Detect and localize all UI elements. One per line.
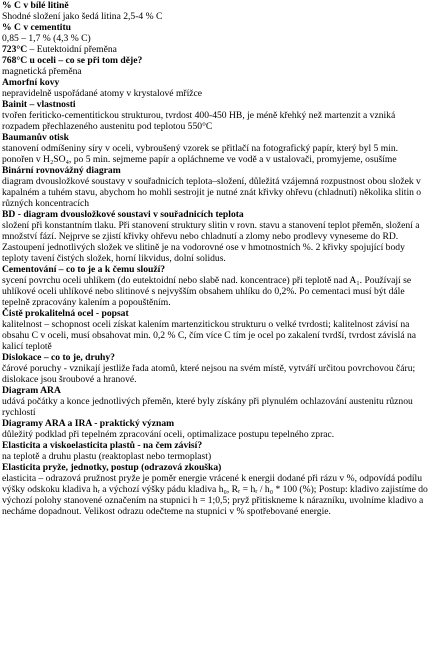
entry-heading: Baumanův otisk [2, 132, 69, 143]
glossary-entry [2, 352, 430, 385]
entry-heading: Elasticita pryže, jednotky, postup (odrazová zkouška) [2, 462, 222, 473]
entry-heading: 723°C [2, 44, 28, 55]
glossary-entry [2, 385, 430, 418]
entry-text: stanovení odmíšeniny síry v oceli, vybroušený vzorek se přitlačí na fotografický papír, který byl 5 min. ponořen v H₂SO₄, po 5 min. sejmeme papír a opláchneme ve vodě a v ustalovači, promyjeme, osušíme [2, 143, 399, 165]
entry-text: sycení povrchu oceli uhlíkem (do eutektoidní nebo slabě nad. koncentrace) při teplotě nad A₁. Používají se uhlíkové oceli uhlíkové nebo slitinové s nejvyšším obsahem uhlíku do 0,2%. Po cementaci musí být dále tepelně zpracovány kalením a popouštěním. [2, 275, 412, 308]
entry-text: magnetická přeměna [2, 66, 82, 77]
entry-heading: Cementování – co to je a k čemu slouží? [2, 264, 166, 275]
entry-heading: % C v cementitu [2, 22, 72, 33]
entry-heading: Dislokace – co to je, druhy? [2, 352, 115, 363]
entry-heading: BD - diagram dvousložkové soustavi v souřadnicích teplota [2, 209, 244, 220]
entry-heading: Binární rovnovážný diagram [2, 165, 121, 176]
entry-text: udává počátky a konce jednotlivých přeměn, které byly získány při plynulém ochlazování austenitu různou rychlostí [2, 396, 413, 418]
entry-heading: Diagram ARA [2, 385, 61, 396]
glossary-entry [2, 440, 430, 462]
glossary-entry [2, 308, 430, 352]
entry-text: důležitý podklad při tepelném zpracování oceli, optimalizace postupu tepelného zprac. [2, 429, 335, 440]
entry-text: Shodné složení jako šedá litina 2,5-4 % C [2, 11, 163, 22]
entry-text: nepravidelně uspořádané atomy v krystalové mřížce [2, 88, 203, 99]
glossary-entry [2, 209, 430, 264]
glossary-entry [2, 99, 430, 132]
glossary-entry [2, 44, 430, 55]
glossary-entry [2, 418, 430, 440]
entry-heading: Diagramy ARA a IRA - praktický význam [2, 418, 175, 429]
glossary-entry [2, 0, 430, 22]
entry-text: na teplotě a druhu plastu (reaktoplast nebo termoplast) [2, 451, 212, 462]
glossary-entry [2, 77, 430, 99]
entry-text: tvořen feriticko-cementitickou strukturou, tvrdost 400-450 HB, je méně křehký než martenzit a vzniká rozpadem přechlazeného austenitu pod teplotou 550°C [2, 110, 396, 132]
glossary-entry [2, 462, 430, 517]
glossary-entry [2, 55, 430, 77]
entry-heading: Čistě prokalitelná ocel - popsat [2, 308, 129, 319]
glossary-entry [2, 22, 430, 44]
entry-text: 0,85 – 1,7 % (4,3 % C) [2, 33, 91, 44]
entry-text: elasticita – odrazová pružnost pryže je poměr energie vrácené k energii dodané při rázu v %, odpovídá podílu výšky odskoku kladiva hᵣ a výchozí výšky pádu kladiva h₀, Rᵣ = hᵣ / h₀ * 100 (%); Postup: kladivo zajistíme do výchozí polohy stanovené označením na stupnici h = 1;0,5; pryž přitiskneme k nárazníku, uvolníme kladivo a necháme dopadnout. Velikost odrazu odečteme na stupnici v % spotřebované energie. [2, 473, 428, 517]
entry-text: diagram dvousložkové soustavy v souřadnicích teplota–složení, důležitá vzájemná rozpustnost obou složek v kapalném a tuhém stavu, abychom ho mohli sestrojit je nutné znát křivky ohřevu (chladnutí) několika slitin o různých koncentracích [2, 176, 422, 209]
entry-text: kalitelnost – schopnost oceli získat kalením martenzitickou strukturu o velké tvrdosti; kalitelnost závisí na obsahu C v oceli, musí obsahovat min. 0,2 % C, čím více C tím je ocel po zakalení tvrdší, tvrdost závislá na kalicí teplotě [2, 319, 417, 352]
entry-heading: 768°C u oceli – co se při tom děje? [2, 55, 143, 66]
entry-text: – Eutektoidní přeměna [27, 44, 117, 55]
glossary-entry [2, 264, 430, 308]
entry-heading: Amorfní kovy [2, 77, 60, 88]
glossary-entry [2, 165, 430, 209]
entry-text: čárové poruchy - vznikají jestliže řada atomů, které nejsou na svém místě, vytváří určitou povrchovou čáru; dislokace jsou šroubové a hranové. [2, 363, 416, 385]
entry-text: složení při konstantním tlaku. Při stanovení struktury slitin v rovn. stavu a stanovení teplot přeměn, složení a množství fází. Nejprve se zjistí křivky ohřevu nebo chladnutí a zlomy nebo prodlevy vyneseme do RD. Zastoupení jednotlivých složek ve slitině je na vodorovné ose v hmotnostních %. 2 křivky spojující body teploty tavení čistých složek, horní likvidus, dolní solidus. [2, 220, 420, 264]
entry-heading: Elasticita a viskoelasticita plastů - na čem závisí? [2, 440, 203, 451]
entry-heading: % C v bílé litině [2, 0, 69, 11]
glossary-entry [2, 132, 430, 165]
entry-heading: Bainit – vlastnosti [2, 99, 76, 110]
